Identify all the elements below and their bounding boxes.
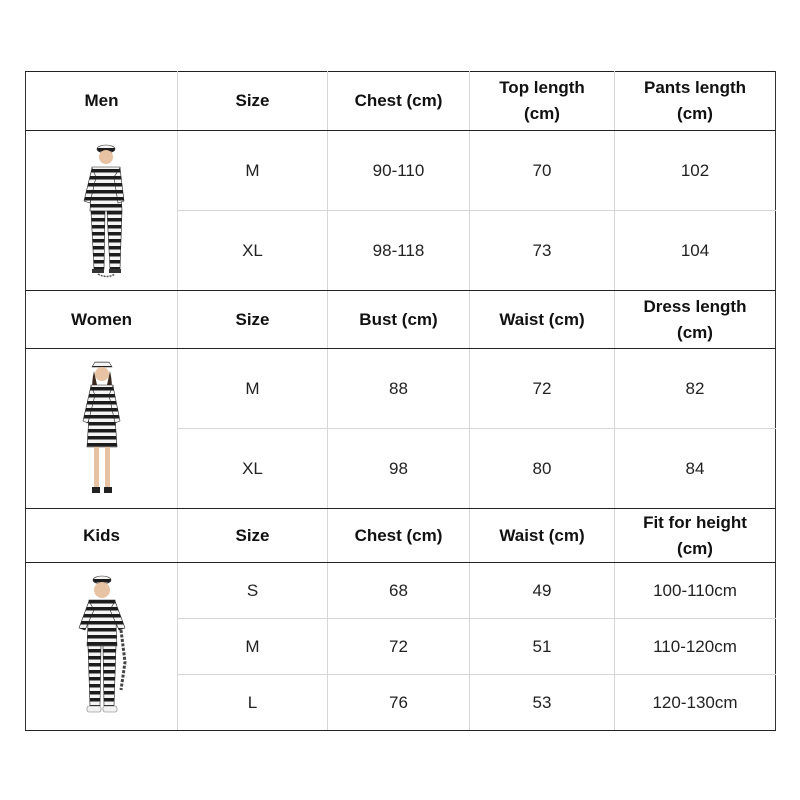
dress-length-cell: 84 [615,429,776,509]
chest-cell: 72 [328,619,470,675]
dress-length-header [615,291,776,349]
fit-for-height-header [615,509,776,563]
size-cell: M [178,619,328,675]
table-row [26,349,776,429]
size-header: Size [178,72,328,131]
waist-cell: 80 [470,429,615,509]
chest-cell: 68 [328,563,470,619]
top-length-cell: 73 [470,211,615,291]
women-category-header: Women [26,291,178,349]
waist-header: Waist (cm) [470,509,615,563]
top-length-header [470,72,615,131]
fit-for-height-cell: 120-130cm [615,675,776,731]
waist-cell: 72 [470,349,615,429]
fit-for-height-cell: 110-120cm [615,619,776,675]
bust-cell: 88 [328,349,470,429]
pants-length-cell: 102 [615,131,776,211]
women-figure-cell [26,349,178,509]
size-cell: M [178,131,328,211]
dress-length-header-line2: (cm) [677,322,713,342]
chest-header: Chest (cm) [328,509,470,563]
woman-costume-image [67,359,137,499]
top-length-header-line2: (cm) [524,104,560,123]
pants-length-cell: 104 [615,211,776,291]
kids-header-row [26,509,776,563]
bust-cell: 98 [328,429,470,509]
pants-length-header-line1: Pants length [643,78,746,97]
top-length-header-line1: Top length [499,78,585,97]
waist-cell: 51 [470,619,615,675]
kids-category-header: Kids [26,509,178,563]
chest-cell: 90-110 [328,131,470,211]
size-cell: M [178,349,328,429]
size-header: Size [178,509,328,563]
chest-cell: 76 [328,675,470,731]
waist-cell: 49 [470,563,615,619]
bust-header: Bust (cm) [328,291,470,349]
size-cell: XL [178,429,328,509]
size-cell: L [178,675,328,731]
fit-for-height-cell: 100-110cm [615,563,776,619]
pants-length-header [615,72,776,131]
chest-header: Chest (cm) [328,72,470,131]
women-header-row [26,291,776,349]
pants-length-header-line2: (cm) [677,104,713,123]
chest-cell: 98-118 [328,211,470,291]
top-length-cell: 70 [470,131,615,211]
waist-cell: 53 [470,675,615,731]
dress-length-cell: 82 [615,349,776,429]
fit-for-height-header-line1: Fit for height [643,512,747,532]
waist-header: Waist (cm) [470,291,615,349]
size-chart-table [25,71,776,731]
men-header-row [26,72,776,131]
man-costume-image [62,141,142,281]
men-category-header: Men [26,72,178,131]
size-cell: XL [178,211,328,291]
table-row [26,563,776,619]
kids-figure-cell [26,563,178,731]
men-figure-cell [26,131,178,291]
dress-length-header-line1: Dress length [643,296,747,316]
fit-for-height-header-line2: (cm) [677,538,713,558]
size-cell: S [178,563,328,619]
size-header: Size [178,291,328,349]
kid-costume-image [67,572,137,722]
table-row [26,131,776,211]
